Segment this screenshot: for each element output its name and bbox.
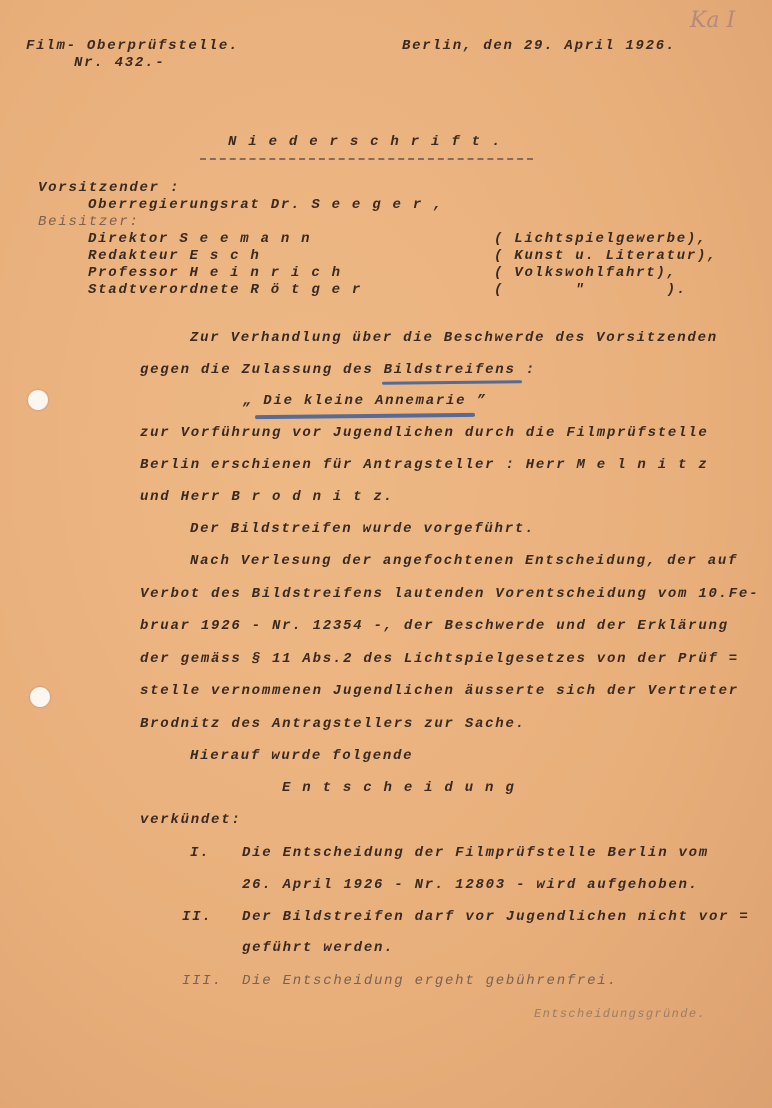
assessor-name: Redakteur E s c h [88, 248, 261, 264]
body-line: zur Vorführung vor Jugendlichen durch die Filmprüfstelle [140, 425, 709, 441]
item-line: geführt werden. [242, 940, 395, 956]
assessor-role: ( Volkswohlfahrt), [494, 265, 677, 281]
office-name: Film- Oberprüfstelle. [26, 38, 240, 54]
document-number: Nr. 432.- [74, 55, 166, 71]
body-line: der gemäss § 11 Abs.2 des Lichtspielgesetzes von der Prüf = [140, 651, 739, 667]
handwritten-mark: Ka I [690, 8, 736, 33]
decision-heading: E n t s c h e i d u n g [282, 780, 516, 796]
assessor-role: ( Kunst u. Literatur), [494, 248, 718, 264]
document-title: N i e d e r s c h r i f t . [228, 134, 503, 150]
chair-name: Oberregierungsrat Dr. S e e g e r , [88, 197, 444, 213]
punch-hole-top [28, 390, 48, 410]
item-line: Der Bildstreifen darf vor Jugendlichen nicht vor = [242, 909, 750, 925]
blue-pencil-underline [255, 413, 475, 419]
assessor-name: Professor H e i n r i c h [88, 265, 342, 281]
body-line: Verbot des Bildstreifens lautenden Vorentscheidung vom 10.Fe- [140, 586, 760, 602]
item-line: Die Entscheidung ergeht gebührenfrei. [242, 973, 618, 989]
item-number: II. [182, 909, 213, 925]
announced-label: verkündet: [140, 812, 242, 828]
film-title: „ Die kleine Annemarie ” [243, 393, 487, 409]
assessor-name: Stadtverordnete R ö t g e r [88, 282, 363, 298]
assessor-role: ( Lichtspielgewerbe), [494, 231, 708, 247]
body-line: Nach Verlesung der angefochtenen Entscheidung, der auf [190, 553, 739, 569]
body-line: gegen die Zulassung des Bildstreifens : [140, 362, 536, 378]
item-line: Die Entscheidung der Filmprüfstelle Berlin vom [242, 845, 709, 861]
assessor-role: ( " ). [494, 282, 687, 298]
item-number: III. [182, 973, 223, 989]
body-line: Brodnitz des Antragstellers zur Sache. [140, 716, 526, 732]
body-line: stelle vernommenen Jugendlichen äusserte sich der Vertreter [140, 683, 739, 699]
reasons-heading: Entscheidungsgründe. [534, 1007, 707, 1021]
body-line: Zur Verhandlung über die Beschwerde des Vorsitzenden [190, 330, 718, 346]
body-line: Hierauf wurde folgende [190, 748, 414, 764]
blue-pencil-underline [382, 380, 522, 384]
body-line: bruar 1926 - Nr. 12354 -, der Beschwerde und der Erklärung [140, 618, 729, 634]
place-date: Berlin, den 29. April 1926. [402, 38, 677, 54]
assessor-name: Direktor S e e m a n n [88, 231, 312, 247]
chair-label: Vorsitzender : [38, 180, 181, 196]
item-line: 26. April 1926 - Nr. 12803 - wird aufgehoben. [242, 877, 699, 893]
item-number: I. [190, 845, 211, 861]
assessors-label: Beisitzer: [38, 214, 140, 230]
body-line: Der Bildstreifen wurde vorgeführt. [190, 521, 536, 537]
body-line: und Herr B r o d n i t z. [140, 489, 394, 505]
punch-hole-bottom [30, 687, 50, 707]
title-underline [200, 158, 533, 160]
body-line: Berlin erschienen für Antragsteller : Herr M e l n i t z [140, 457, 709, 473]
